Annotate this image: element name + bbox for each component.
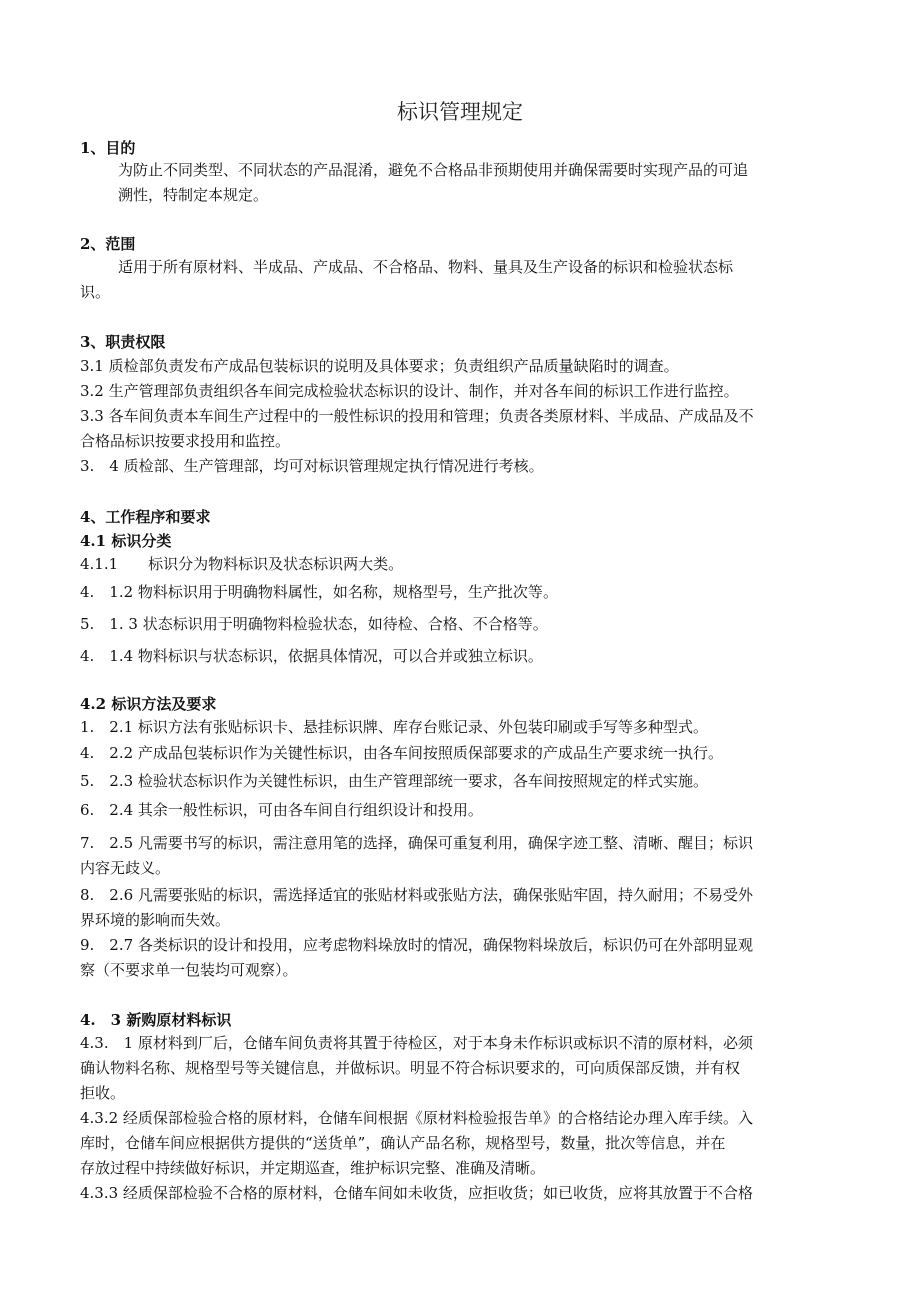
section-2-line-1: 适用于所有原材料、半成品、产成品、不合格品、物料、量具及生产设备的标识和检验状态标 xyxy=(118,258,734,276)
section-4-2-heading: 4.2 标识方法及要求 xyxy=(80,695,217,713)
section-4-3-item-3: 4.3.3 经质保部检验不合格的原材料，仓储车间如未收货，应拒收货；如已收货，应将其放置于不合格 xyxy=(80,1184,753,1202)
section-1-line-1: 为防止不同类型、不同状态的产品混淆，避免不合格品非预期使用并确保需要时实现产品的可追 xyxy=(118,161,749,179)
section-4-2-item-6-line-1: 8. 2.6 凡需要张贴的标识，需选择适宜的张贴材料或张贴方法，确保张贴牢固，持久耐用；不易受外 xyxy=(80,886,753,904)
section-4-1-item-2: 4. 1.2 物料标识用于明确物料属性，如名称，规格型号，生产批次等。 xyxy=(80,583,558,601)
section-4-2-item-7-line-1: 9. 2.7 各类标识的设计和投用，应考虑物料垛放时的情况，确保物料垛放后，标识仍可在外部明显观 xyxy=(80,936,753,954)
section-2-paragraph xyxy=(80,255,840,305)
section-4-2-item-4: 6. 2.4 其余一般性标识，可由各车间自行组织设计和投用。 xyxy=(80,801,483,819)
section-4-2-item-2: 4. 2.2 产成品包装标识作为关键性标识，由各车间按照质保部要求的产成品生产要求统一执行。 xyxy=(80,744,723,762)
section-4-3-item-2-line-1: 4.3.2 经质保部检验合格的原材料，仓储车间根据《原材料检验报告单》的合格结论办理入库手续。入 xyxy=(80,1109,753,1127)
section-4-3-item-2-line-3: 存放过程中持续做好标识，并定期巡查，维护标识完整、准确及清晰。 xyxy=(80,1159,546,1177)
section-4-3-item-1-line-3: 拒收。 xyxy=(80,1084,126,1102)
section-4-3-item-1 xyxy=(80,1031,840,1106)
section-4-2-item-5 xyxy=(80,831,840,881)
section-1-heading: 1、目的 xyxy=(80,139,136,157)
section-3-item-2: 3.2 生产管理部负责组织各车间完成检验状态标识的设计、制作，并对各车间的标识工作进行监控。 xyxy=(80,382,739,400)
section-4-2-item-3: 5. 2.3 检验状态标识作为关键性标识，由生产管理部统一要求，各车间按照规定的样式实施。 xyxy=(80,772,708,790)
section-2-heading: 2、范围 xyxy=(80,235,136,253)
section-4-1-heading: 4.1 标识分类 xyxy=(80,532,172,550)
section-3-item-3-line-2: 合格品标识按要求投用和监控。 xyxy=(80,432,291,450)
section-3-heading: 3、职责权限 xyxy=(80,333,166,351)
section-4-1-item-1: 4.1.1 标识分为物料标识及状态标识两大类。 xyxy=(80,555,404,573)
section-4-1-item-3: 5. 1. 3 状态标识用于明确物料检验状态，如待检、合格、不合格等。 xyxy=(80,615,548,633)
section-4-heading: 4、工作程序和要求 xyxy=(80,508,211,526)
section-1-line-2: 溯性，特制定本规定。 xyxy=(118,186,269,204)
section-4-2-item-7 xyxy=(80,933,840,983)
section-4-2-item-5-line-1: 7. 2.5 凡需要书写的标识，需注意用笔的选择，确保可重复利用，确保字迹工整、清晰、醒目；标识 xyxy=(80,834,753,852)
section-4-3-item-2-line-2: 库时，仓储车间应根据供方提供的“送货单”，确认产品名称，规格型号，数量，批次等信息，并在 xyxy=(80,1134,726,1152)
section-4-2-item-7-line-2: 察（不要求单一包装均可观察）。 xyxy=(80,961,298,979)
section-4-3-item-1-line-2: 确认物料名称、规格型号等关键信息，并做标识。明显不符合标识要求的，可向质保部反馈，并有权 xyxy=(80,1059,741,1077)
section-4-2-item-5-line-2: 内容无歧义。 xyxy=(80,859,171,877)
section-3-item-3 xyxy=(80,404,840,454)
section-4-2-item-1: 1. 2.1 标识方法有张贴标识卡、悬挂标识牌、库存台账记录、外包装印刷或手写等多种型式。 xyxy=(80,718,708,736)
section-4-3-item-1-line-1: 4.3. 1 原材料到厂后，仓储车间负责将其置于待检区，对于本身未作标识或标识不清的原材料，必须 xyxy=(80,1034,753,1052)
page-title: 标识管理规定 xyxy=(397,100,523,124)
section-4-3-item-2 xyxy=(80,1106,840,1181)
section-2-line-2: 识。 xyxy=(80,283,111,301)
section-3-item-4: 3. 4 质检部、生产管理部，均可对标识管理规定执行情况进行考核。 xyxy=(80,457,544,475)
section-3-item-1: 3.1 质检部负责发布产成品包装标识的说明及具体要求；负责组织产品质量缺陷时的调查。 xyxy=(80,357,679,375)
section-1-paragraph xyxy=(118,158,840,208)
section-4-2-item-6-line-2: 界环境的影响而失效。 xyxy=(80,911,231,929)
section-4-1-item-4: 4. 1.4 物料标识与状态标识，依据具体情况，可以合并或独立标识。 xyxy=(80,647,543,665)
section-4-2-item-6 xyxy=(80,883,840,933)
section-3-item-3-line-1: 3.3 各车间负责本车间生产过程中的一般性标识的投用和管理；负责各类原材料、半成品、产成品及不 xyxy=(80,407,754,425)
section-4-3-heading: 4. 3 新购原材料标识 xyxy=(80,1011,232,1029)
